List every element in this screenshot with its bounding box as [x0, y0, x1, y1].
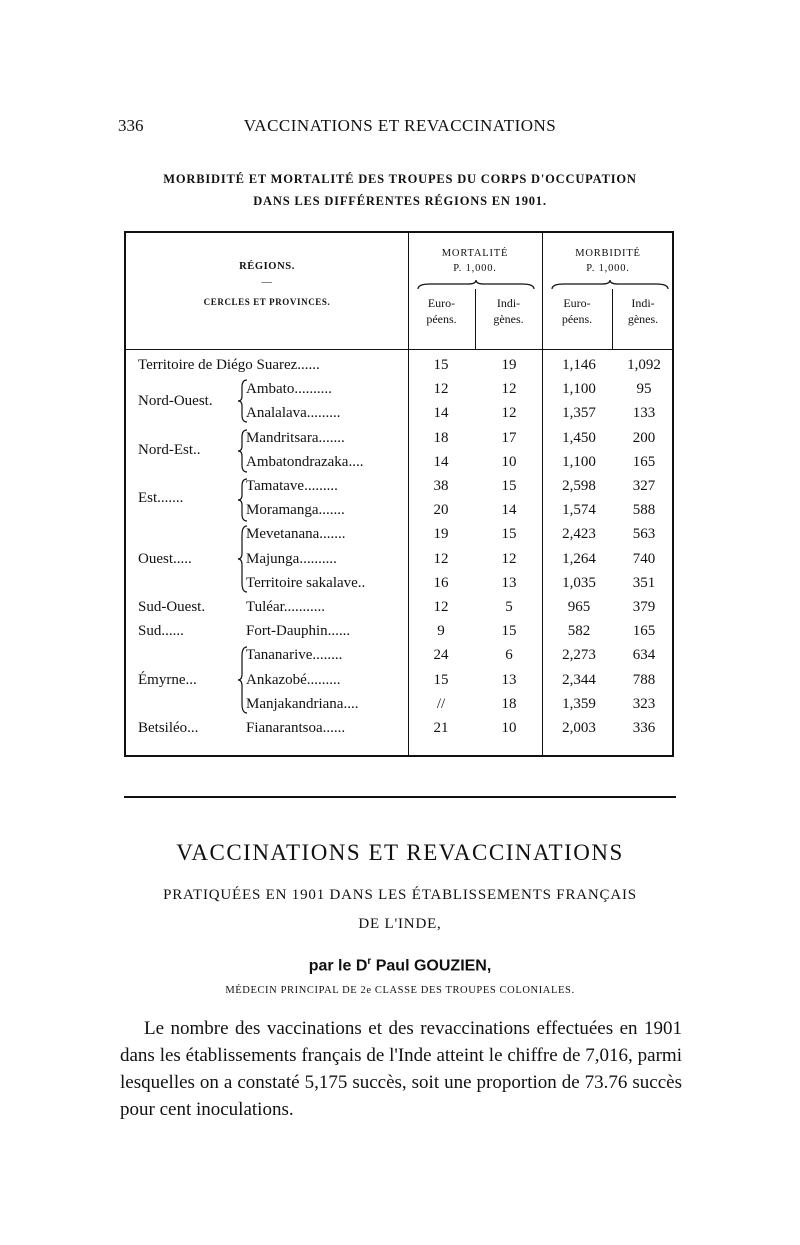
brace-ouest	[238, 525, 248, 593]
mortality-europeans-cell: 19	[433, 526, 449, 543]
header-euro-mortalite: Euro- péens.	[426, 296, 457, 326]
mortality-europeans-cell: 18	[433, 429, 449, 446]
place-cell: Manjakandriana....	[246, 695, 359, 712]
morbidity-europeans-cell: 965	[567, 599, 591, 615]
mortality-europeans-cell: 14	[433, 405, 449, 422]
header-morbidite-unit: P. 1,000.	[586, 263, 630, 274]
header-indi-morbidite: Indi- gènes.	[627, 296, 659, 326]
header-indi-mortalite: Indi- gènes.	[493, 296, 524, 326]
table-row	[126, 551, 676, 573]
mortality-europeans-cell: 15	[433, 671, 449, 688]
mortality-natives-cell: 13	[501, 574, 517, 591]
table-row	[126, 647, 676, 669]
place-cell: Tuléar...........	[246, 599, 326, 615]
morbidity-natives-cell: 165	[632, 453, 656, 470]
morbidity-europeans-cell: 1,357	[562, 405, 596, 422]
section-divider	[124, 796, 676, 798]
morbidity-natives-cell: 133	[632, 405, 656, 422]
mortality-europeans-cell: 15	[433, 357, 449, 373]
table-row	[126, 357, 676, 379]
morbidity-europeans-cell: 2,003	[562, 720, 596, 736]
mortality-natives-cell: 12	[501, 405, 517, 422]
table-row	[126, 478, 676, 506]
province-cell: Nord-Ouest.	[138, 393, 213, 410]
paragraph-text: Le nombre des vaccinations et des revaccinations effectuées en 1901 dans les établissements français de l'Inde atteint le chiffre de 7,016, parmi lesquelles on a constaté 5,175 succès, soit une proportion de 73.76 succès pour cent inoculations.	[120, 1018, 682, 1120]
morbidity-europeans-cell: 2,598	[562, 478, 596, 494]
mortality-europeans-cell: 12	[433, 550, 449, 567]
mortality-natives-cell: 15	[501, 623, 517, 640]
mortality-europeans-cell: 12	[433, 599, 449, 615]
author-line	[0, 956, 800, 975]
morbidity-europeans-cell: 1,146	[562, 357, 596, 373]
table-row	[126, 454, 676, 476]
morbidity-europeans-cell: 1,574	[562, 502, 596, 519]
mortality-natives-cell: 18	[501, 695, 517, 712]
mortality-europeans-cell: 20	[433, 502, 449, 519]
table-title: MORBIDITÉ ET MORTALITÉ DES TROUPES DU CORPS D'OCCUPATION	[163, 172, 637, 186]
article-subtitle-line2: DE L'INDE,	[358, 916, 442, 932]
mortality-natives-cell: 15	[501, 526, 517, 543]
header-euro-morbidite: Euro- péens.	[561, 296, 593, 326]
header-morbidite: MORBIDITÉ	[575, 248, 641, 259]
mortality-natives-cell: 10	[501, 453, 517, 470]
table-row	[126, 575, 676, 597]
table-row	[126, 720, 676, 742]
province-cell: Sud......	[138, 623, 184, 640]
article-paragraph	[120, 1015, 682, 1123]
article-subtitle: PRATIQUÉES EN 1901 DANS LES ÉTABLISSEMENTS FRANÇAIS	[163, 887, 637, 903]
header-rule	[126, 349, 672, 350]
place-cell: Territoire sakalave..	[246, 574, 366, 591]
mortality-europeans-cell: 14	[433, 453, 449, 470]
author-prefix: par le D	[308, 957, 368, 975]
mortality-natives-cell: 5	[505, 599, 513, 615]
header-cercles: CERCLES ET PROVINCES.	[203, 297, 331, 307]
table-row	[126, 502, 676, 524]
morbidity-europeans-cell: 1,264	[562, 550, 596, 567]
mortality-natives-cell: 10	[501, 720, 517, 736]
mortality-europeans-cell: 24	[433, 647, 449, 664]
morbidity-natives-cell: 1,092	[627, 357, 661, 373]
morbidity-europeans-cell: 2,273	[562, 647, 596, 664]
morbidity-natives-cell: 323	[632, 695, 656, 712]
table-row	[126, 599, 676, 621]
mortality-europeans-cell: 38	[433, 478, 449, 494]
province-cell: Sud-Ouest.	[138, 599, 206, 615]
mortality-natives-cell: 6	[505, 647, 513, 664]
morbidity-europeans-cell: 2,423	[562, 526, 596, 543]
mortality-natives-cell: 17	[501, 429, 517, 446]
page-number: 336	[118, 116, 144, 135]
morbidity-europeans-cell: 1,359	[562, 695, 596, 712]
mortality-europeans-cell: //	[436, 695, 446, 712]
header-mortalite: MORTALITÉ	[441, 248, 509, 259]
morbidity-natives-cell: 200	[632, 429, 656, 446]
header-dash: —	[261, 277, 273, 288]
place-cell: Tamatave.........	[246, 478, 338, 494]
mortality-natives-cell: 14	[501, 502, 517, 519]
place-cell: Majunga..........	[246, 550, 337, 567]
header-regions: RÉGIONS.	[239, 261, 295, 272]
morbidity-natives-cell: 95	[636, 381, 652, 398]
mortality-europeans-cell: 12	[433, 381, 449, 398]
article-title: VACCINATIONS ET REVACCINATIONS	[176, 840, 624, 865]
morbidity-europeans-cell: 1,100	[562, 453, 596, 470]
morbidity-natives-cell: 379	[632, 599, 656, 615]
morbidity-natives-cell: 165	[632, 623, 656, 640]
author-name: Paul GOUZIEN,	[375, 957, 492, 975]
morbidity-natives-cell: 327	[632, 478, 656, 494]
morbidity-natives-cell: 634	[632, 647, 656, 664]
header-mortalite-unit: P. 1,000.	[453, 263, 497, 274]
page-header	[0, 116, 800, 140]
brace-morbidite	[550, 280, 670, 290]
province-cell: Territoire de Diégo Suarez......	[138, 357, 320, 373]
mortality-natives-cell: 13	[501, 671, 517, 688]
place-cell: Mevetanana.......	[246, 526, 346, 543]
brace-mortalite	[416, 280, 536, 290]
province-cell: Betsiléo...	[138, 720, 199, 736]
place-cell: Ambato..........	[246, 381, 332, 398]
province-cell: Est.......	[138, 490, 184, 506]
morbidity-natives-cell: 563	[632, 526, 656, 543]
brace-est	[238, 478, 248, 522]
morbidity-natives-cell: 788	[632, 671, 656, 688]
table-title-line2: DANS LES DIFFÉRENTES RÉGIONS EN 1901.	[253, 194, 547, 208]
mortality-europeans-cell: 21	[433, 720, 449, 736]
place-cell: Ankazobé.........	[246, 671, 341, 688]
morbidity-europeans-cell: 1,450	[562, 429, 596, 446]
table-row	[126, 381, 676, 410]
province-cell: Nord-Est..	[138, 441, 201, 458]
mortality-natives-cell: 19	[501, 357, 517, 373]
mortality-natives-cell: 12	[501, 381, 517, 398]
table-row	[126, 696, 676, 718]
place-cell: Tananarive........	[246, 647, 343, 664]
place-cell: Moramanga.......	[246, 502, 345, 519]
morbidity-natives-cell: 740	[632, 550, 656, 567]
morbidity-natives-cell: 351	[632, 574, 656, 591]
morbidity-natives-cell: 588	[632, 502, 656, 519]
province-cell: Émyrne...	[138, 671, 197, 688]
running-title: VACCINATIONS ET REVACCINATIONS	[243, 116, 557, 135]
table-row	[126, 623, 676, 645]
place-cell: Fianarantsoa......	[246, 720, 346, 736]
brace-nord-est	[238, 429, 248, 473]
table-row	[126, 405, 676, 427]
morbidity-europeans-cell: 2,344	[562, 671, 596, 688]
statistics-table	[124, 231, 674, 757]
mortality-europeans-cell: 16	[433, 574, 449, 591]
table-row	[126, 672, 676, 694]
morbidity-europeans-cell: 1,035	[562, 574, 596, 591]
place-cell: Mandritsara.......	[246, 429, 345, 446]
table-row	[126, 429, 676, 458]
morbidity-natives-cell: 336	[632, 720, 656, 736]
author-affiliation: MÉDECIN PRINCIPAL DE 2e CLASSE DES TROUPES COLONIALES.	[225, 985, 575, 996]
morbidity-europeans-cell: 582	[567, 623, 591, 640]
table-row	[126, 526, 676, 548]
author-sup: r	[367, 956, 372, 967]
mortality-natives-cell: 12	[501, 550, 517, 567]
place-cell: Fort-Dauphin......	[246, 623, 351, 640]
morbidity-europeans-cell: 1,100	[562, 381, 596, 398]
mortality-europeans-cell: 9	[437, 623, 445, 640]
mortality-natives-cell: 15	[501, 478, 517, 494]
place-cell: Ambatondrazaka....	[246, 453, 364, 470]
province-cell: Ouest.....	[138, 550, 192, 567]
brace-emyrne	[238, 646, 248, 714]
brace-nord-ouest	[238, 379, 248, 423]
place-cell: Analalava.........	[246, 405, 341, 422]
